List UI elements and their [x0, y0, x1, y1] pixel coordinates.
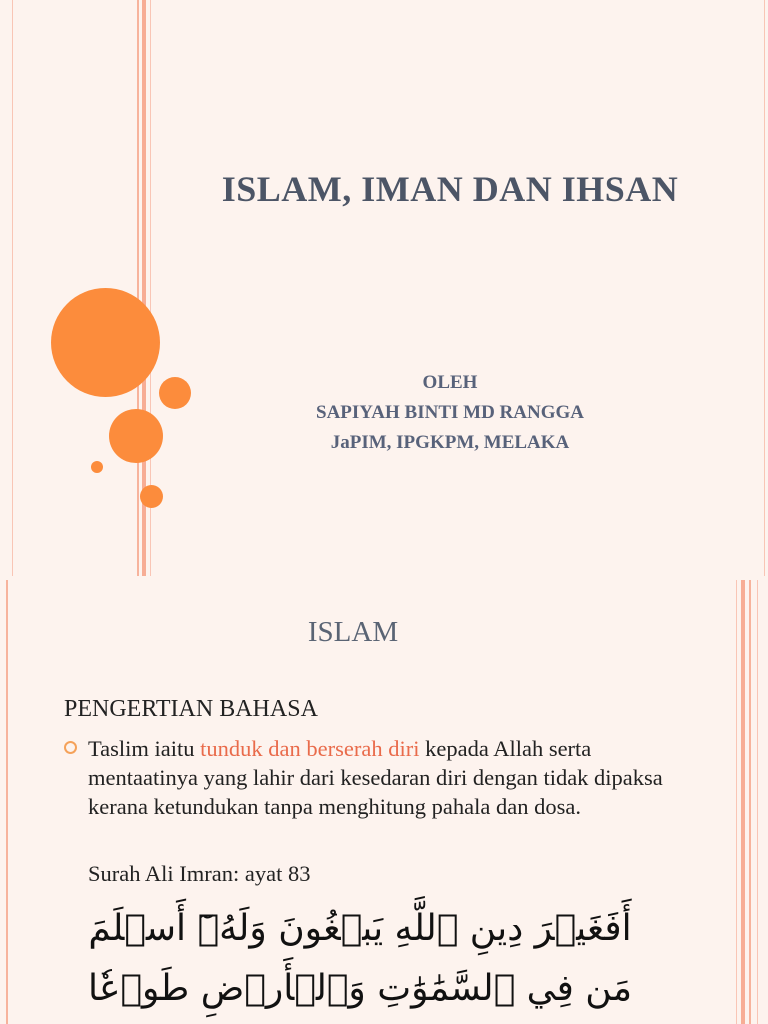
decor-circle-large	[51, 288, 160, 397]
subtitle-line: JaPIM, IPGKPM, MELAKA	[330, 432, 570, 453]
section-heading: PENGERTIAN BAHASA	[64, 696, 318, 722]
slide-subtitle	[150, 368, 750, 458]
decor-line	[741, 580, 745, 1024]
decor-line	[12, 0, 13, 576]
decor-line	[757, 580, 758, 1024]
content-slide	[0, 576, 768, 1024]
slide-title: ISLAM, IMAN DAN IHSAN	[221, 169, 679, 209]
decor-line	[137, 0, 139, 576]
decor-circle	[91, 461, 103, 473]
bullet-text	[88, 734, 684, 821]
slide-title: ISLAM	[307, 616, 399, 648]
decor-line	[736, 580, 737, 1024]
decor-line	[749, 580, 751, 1024]
bullet-item	[64, 734, 684, 821]
bullet-text-after: kepada Allah serta mentaatinya yang lahir dari kesedaran diri dengan tidak dipaksa kerana ketundukan tanpa menghitung pahala dan dosa.	[88, 736, 663, 819]
decor-line	[764, 0, 765, 576]
arabic-verse-line: مَن فِي ٱلسَّمَٰوَٰتِ وَٱلۡأَرۡضِ طَوۡعٗا	[87, 968, 632, 1009]
highlighted-phrase: tunduk dan berserah diri	[200, 736, 420, 761]
arabic-verse-line: أَفَغَيۡرَ دِينِ ٱللَّهِ يَبۡغُونَ وَلَهُۥٓ أَسۡلَمَ	[88, 908, 632, 949]
subtitle-line: OLEH	[422, 372, 478, 393]
bullet-circle-icon	[64, 741, 77, 754]
subtitle-line: SAPIYAH BINTI MD RANGGA	[316, 402, 584, 423]
decor-circle	[140, 485, 163, 508]
verse-reference: Surah Ali Imran: ayat 83	[88, 861, 311, 886]
bullet-text-before: Taslim iaitu	[88, 736, 201, 761]
